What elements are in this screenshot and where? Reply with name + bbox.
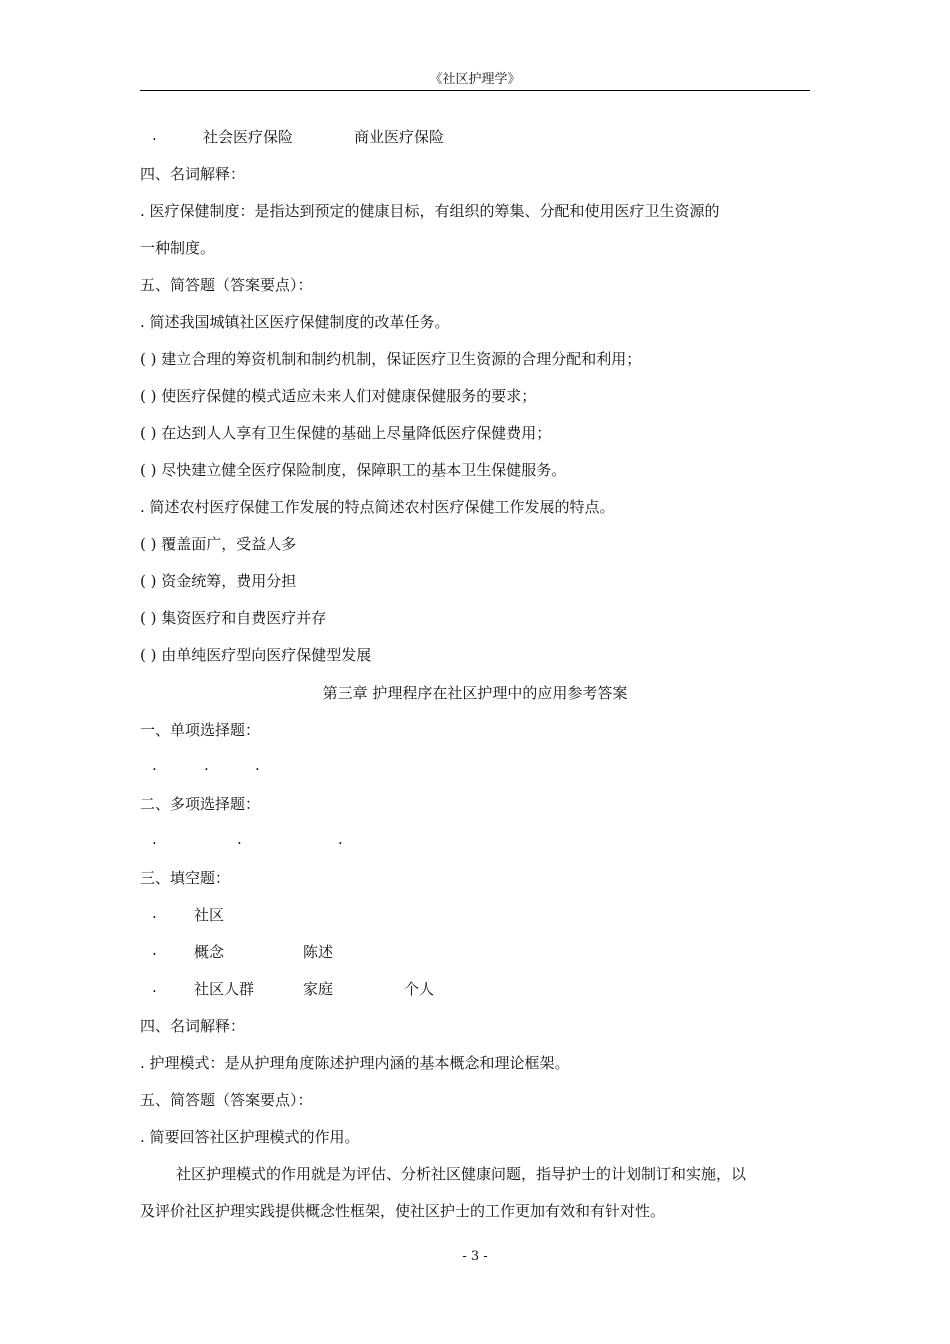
- section-heading: 五、简答题（答案要点）：: [140, 1091, 313, 1109]
- answer-item: ( ) 尽快建立健全医疗保险制度，保障职工的基本卫生保健服务。: [140, 461, 567, 479]
- list-marker: .: [338, 830, 343, 848]
- list-marker: .: [237, 830, 242, 848]
- definition-text: . 医疗保健制度：是指达到预定的健康目标，有组织的筹集、分配和使用医疗卫生资源的: [140, 202, 720, 220]
- answer-item: ( ) 由单纯医疗型向医疗保健型发展: [140, 646, 372, 664]
- answer-item: ( ) 在达到人人享有卫生保健的基础上尽量降低医疗保健费用；: [140, 424, 552, 442]
- list-marker: .: [204, 756, 209, 774]
- answer-item: ( ) 使医疗保健的模式适应未来人们对健康保健服务的要求；: [140, 387, 537, 405]
- section-heading: 一、单项选择题：: [140, 721, 261, 739]
- paragraph-text: 社区护理模式的作用就是为评估、分析社区健康问题，指导护士的计划制订和实施，以: [176, 1165, 747, 1183]
- section-heading: 四、名词解释：: [140, 1017, 246, 1035]
- answer-item: ( ) 集资医疗和自费医疗并存: [140, 609, 327, 627]
- list-marker: .: [152, 756, 157, 774]
- paragraph-text-cont: 及评价社区护理实践提供概念性框架，使社区护士的工作更加有效和有针对性。: [140, 1202, 666, 1220]
- list-marker: .: [152, 830, 157, 848]
- header-title: 《社区护理学》: [429, 72, 521, 87]
- section-heading: 五、简答题（答案要点）：: [140, 276, 313, 294]
- fill-answer: 家庭: [303, 980, 334, 998]
- definition-text-cont: 一种制度。: [140, 239, 216, 257]
- answer-item: ( ) 资金统筹，费用分担: [140, 572, 297, 590]
- question-text: . 简述农村医疗保健工作发展的特点简述农村医疗保健工作发展的特点。: [140, 498, 615, 516]
- fill-answer: 概念: [194, 943, 225, 961]
- page-header: [140, 72, 810, 91]
- answer-item: ( ) 覆盖面广，受益人多: [140, 535, 297, 553]
- fill-answer: 社区人群: [194, 980, 255, 998]
- question-text: . 简要回答社区护理模式的作用。: [140, 1128, 360, 1146]
- fill-answer: 个人: [404, 980, 435, 998]
- section-heading: 二、多项选择题：: [140, 795, 261, 813]
- section-heading: 三、填空题：: [140, 869, 231, 887]
- definition-text: . 护理模式：是从护理角度陈述护理内涵的基本概念和理论框架。: [140, 1054, 570, 1072]
- question-text: . 简述我国城镇社区医疗保健制度的改革任务。: [140, 313, 450, 331]
- fill-answer: 陈述: [303, 943, 334, 961]
- list-marker: .: [152, 941, 157, 959]
- section-heading: 四、名词解释：: [140, 165, 246, 183]
- answer-item: ( ) 建立合理的筹资机制和制约机制，保证医疗卫生资源的合理分配和利用；: [140, 350, 642, 368]
- chapter-title: 第三章 护理程序在社区护理中的应用参考答案: [322, 684, 628, 702]
- list-marker: .: [152, 978, 157, 996]
- page-footer: [0, 1249, 950, 1264]
- list-marker: .: [152, 126, 157, 144]
- answer-social-insurance: 社会医疗保险: [203, 128, 294, 146]
- page-number: - 3 -: [462, 1249, 488, 1264]
- answer-commercial-insurance: 商业医疗保险: [354, 128, 445, 146]
- list-marker: .: [255, 756, 260, 774]
- fill-answer: 社区: [194, 906, 225, 924]
- list-marker: .: [152, 904, 157, 922]
